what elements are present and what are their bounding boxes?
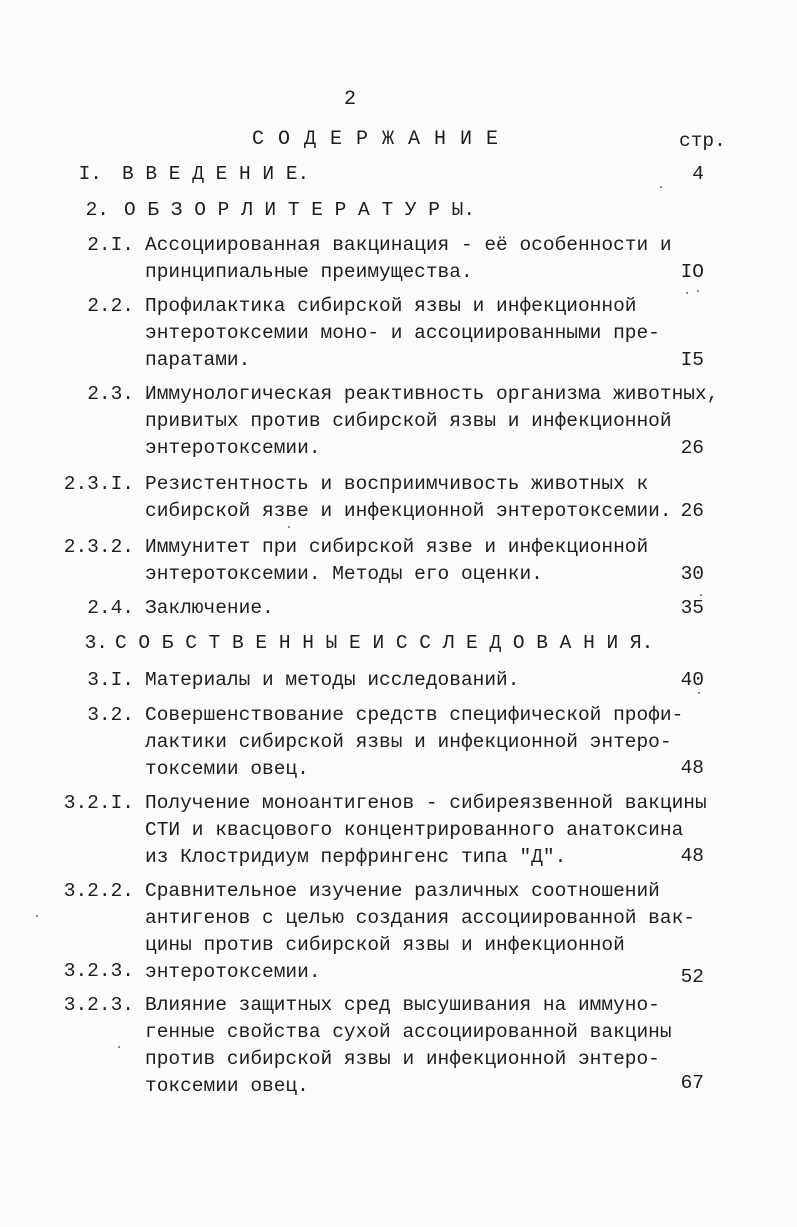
toc-entry-number: 2.2. [87,295,134,317]
scan-speck [118,1046,120,1048]
toc-entry-number: 2. [85,199,109,221]
toc-entry-line: против сибирской язвы и инфекционной энтеро- [145,1048,660,1070]
toc-entry-line: цины против сибирской язвы и инфекционной [145,934,625,956]
toc-entry-number: 2.I. [87,234,134,256]
toc-entry-number: 3.2.I. [63,792,134,814]
toc-entry-line: СТИ и квасцового концентрированного анатоксина [145,819,684,841]
toc-entry-page: 26 [680,500,704,522]
toc-entry-line: энтеротоксемии. [145,961,321,983]
toc-entry-title: Заключение. [145,597,274,619]
toc-entry-line: Влияние защитных сред высушивания на иммуно- [145,994,660,1016]
toc-entry-number: 2.3.I. [63,473,134,495]
toc-entry-page: 4 [692,163,704,185]
toc-entry-number: 2.3.2. [63,536,134,558]
page-column-label: стр. [679,130,726,152]
toc-entry-page: 48 [680,757,704,779]
toc-entry-number: 3.I. [87,669,134,691]
scan-speck [36,915,38,917]
toc-entry-page: 52 [680,966,704,988]
toc-entry-line: токсемии овец. [145,758,309,780]
toc-entry-line: принципиальные преимущества. [145,261,473,283]
toc-entry-line: Иммунологическая реактивность организма животных, [145,383,719,405]
toc-entry-number: 2.4. [87,597,134,619]
toc-entry-page: 35 [680,597,704,619]
toc-entry-title: О Б З О Р Л И Т Е Р А Т У Р Ы. [124,199,476,221]
scan-speck [288,526,290,528]
toc-entry-page: 26 [680,437,704,459]
toc-entry-line: энтеротоксемии. Методы его оценки. [145,563,543,585]
toc-entry-line: Получение моноантигенов - сибиреязвенной вакцины [145,792,707,814]
toc-entry-number: I. [78,163,102,185]
toc-entry-line: антигенов с целью создания ассоциированной вак- [145,907,695,929]
toc-entry-line: сибирской язве и инфекционной энтеротоксемии. [145,500,672,522]
scan-speck [686,292,688,294]
toc-entry-line: привитых против сибирской язвы и инфекционной [145,410,672,432]
page-number: 2 [343,88,356,111]
toc-entry-line: Иммунитет при сибирской язве и инфекционной [145,536,649,558]
scan-speck [700,594,702,596]
toc-entry-title: С О Б С Т В Е Н Н Ы Е И С С Л Е Д О В А Н И Я. [115,632,654,654]
toc-entry-line: паратами. [145,349,251,371]
page-title: С О Д Е Р Ж А Н И Е [252,128,500,151]
toc-entry-line: генные свойства сухой ассоциированной вакцины [145,1021,672,1043]
toc-entry-page: 48 [680,845,704,867]
toc-entry-line: Ассоциированная вакцинация - её особенности и [145,234,672,256]
toc-entry-page: I5 [680,349,704,371]
scan-speck [660,186,662,188]
toc-entry-number: 3.2.2. [63,880,134,902]
toc-entry-number-secondary: 3.2.3. [63,960,134,982]
scan-speck [698,692,700,694]
toc-entry-title: Материалы и методы исследований. [145,669,520,691]
toc-entry-line: токсемии овец. [145,1075,309,1097]
toc-entry-number: 3. [84,632,108,654]
toc-entry-line: из Клостридиум перфрингенс типа "Д". [145,846,567,868]
toc-entry-line: энтеротоксемии моно- и ассоциированными пре- [145,322,660,344]
toc-entry-number: 3.2.3. [63,994,134,1016]
toc-entry-line: Сравнительное изучение различных соотношений [145,880,660,902]
toc-entry-line: Резистентность и восприимчивость животных к [145,473,649,495]
toc-entry-line: Профилактика сибирской язвы и инфекционной [145,295,637,317]
toc-entry-number: 2.3. [87,383,134,405]
toc-entry-line: энтеротоксемии. [145,437,321,459]
toc-entry-line: Совершенствование средств специфической профи- [145,704,684,726]
toc-entry-page: 67 [680,1072,704,1094]
toc-entry-page: 40 [680,669,704,691]
toc-entry-title: В В Е Д Е Н И Е. [122,163,310,185]
toc-entry-number: 3.2. [87,704,134,726]
toc-entry-page: 30 [680,563,704,585]
toc-entry-page: IO [680,261,704,283]
toc-entry-line: лактики сибирской язвы и инфекционной энтеро- [145,731,672,753]
scan-speck [697,290,699,292]
